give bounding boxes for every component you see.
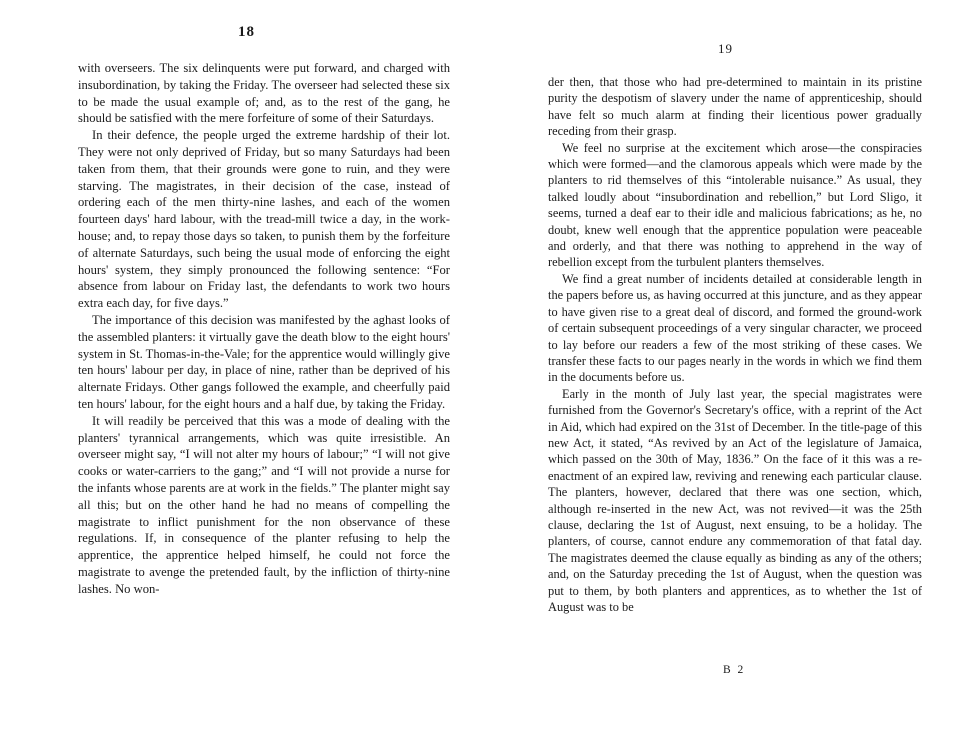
paragraph: with overseers. The six delinquents were put forward, and charged with insubordination, by taking the Friday. The overseer had selected these six to be made the usual example of; and, as to the rest of the gang, he should be satisfied with the mere forfeiture of some of their Saturdays.: [78, 61, 450, 126]
paragraph: der then, that those who had pre-determined to maintain in its pristine purity the despotism of slavery under the name of apprenticeship, should have felt so much alarm at finding their licentious power gradually receding from their grasp.: [548, 75, 922, 139]
signature-mark: B 2: [723, 664, 746, 676]
paragraph: Early in the month of July last year, the special magistrates were furnished from the Governor's Secretary's office, with a reprint of the Act in Aid, which had expired on the 31st of December. In the title-page of this new Act, it stated, “As revived by an Act of the legislature of Jamaica, which passed on the 30th of May, 1836.” On the face of it this was a re-enactment of an expired law, reviving and renewing each particular clause. The planters, however, declared that there was one section, which, although re-inserted in the new Act, was not revived—it was the 25th clause, declaring the 1st of August, next ensuing, to be a holiday. The planters, of course, cannot endure any commemoration of that fatal day. The magistrates deemed the clause equally as binding as any of the others; and, on the Saturday preceding the 1st of August, when the question was put to them, by both planters and apprentices, as to whether the 1st of August was to be: [548, 386, 922, 614]
paragraph: The importance of this decision was manifested by the aghast looks of the assembled planters: it virtually gave the death blow to the eight hours' system in St. Thomas-in-the-Vale; for the apprentice would willingly give ten hours' labour per day, in place of nine, rather than be deprived of his alternate Fridays. Other gangs followed the example, and cheerfully paid ten hours' labour, for the eight hours and a half due, by taking the Friday.: [78, 312, 450, 411]
paragraph: We find a great number of incidents detailed at considerable length in the papers before us, as having occurred at this juncture, and as they appear to have given rise to a great deal of discord, and formed the ground-work of certain subsequent proceedings of a very singular character, we proceed to lay before our readers a few of the most striking of these cases. We transfer these facts to our pages nearly in the words in which we find them in the documents before us.: [548, 271, 922, 385]
page-body: [548, 74, 922, 615]
page-number: 18: [238, 24, 255, 40]
page-body: [78, 60, 450, 598]
paragraph: We feel no surprise at the excitement which arose—the conspiracies which were formed—and the clamorous appeals which were made by the planters to rid themselves of this “intolerable nuisance.” As usual, they talked loudly about “insubordination and rebellion,” but Lord Sligo, it seems, turned a deaf ear to their idle and malicious fabrications; as he, no doubt, knew well enough that the apprentice population were peaceable and orderly, and that there was nothing to apprehend in the way of rebellion except from the turbulent planters themselves.: [548, 140, 922, 270]
page-number: 19: [718, 41, 733, 56]
paragraph: It will readily be perceived that this was a mode of dealing with the planters' tyrannical arrangements, which was quite irresistible. An overseer might say, “I will not alter my hours of labour;” “I will not give cooks or water-carriers to the gang;” and “I will not provide a nurse for the infants whose parents are at work in the fields.” The planter might say all this; but on the other hand he had no means of compelling the magistrate to inflict punishment for the non observance of these regulations. If, in consequence of the planter refusing to help the apprentice, the apprentice helped himself, he could not force the magistrate to avenge the pretended fault, by the infliction of thirty-nine lashes. No won-: [78, 413, 450, 596]
paragraph: In their defence, the people urged the extreme hardship of their lot. They were not only deprived of Friday, but so many Saturdays had been taken from them, that their grounds were gone to ruin, and they were starving. The magistrates, in their decision of the case, instead of ordering each of the men thirty-nine lashes, and each of the women fourteen days' hard labour, with the tread-mill twice a day, in the work-house; and, to repay those days so taken, to punish them by the forfeiture of alternate Saturdays, such being the usual mode of enforcing the eight hours' system, they simply pronounced the following sentence: “For absence from labour on Friday last, the defendants to work two hours extra each day, for five days.”: [78, 128, 450, 311]
